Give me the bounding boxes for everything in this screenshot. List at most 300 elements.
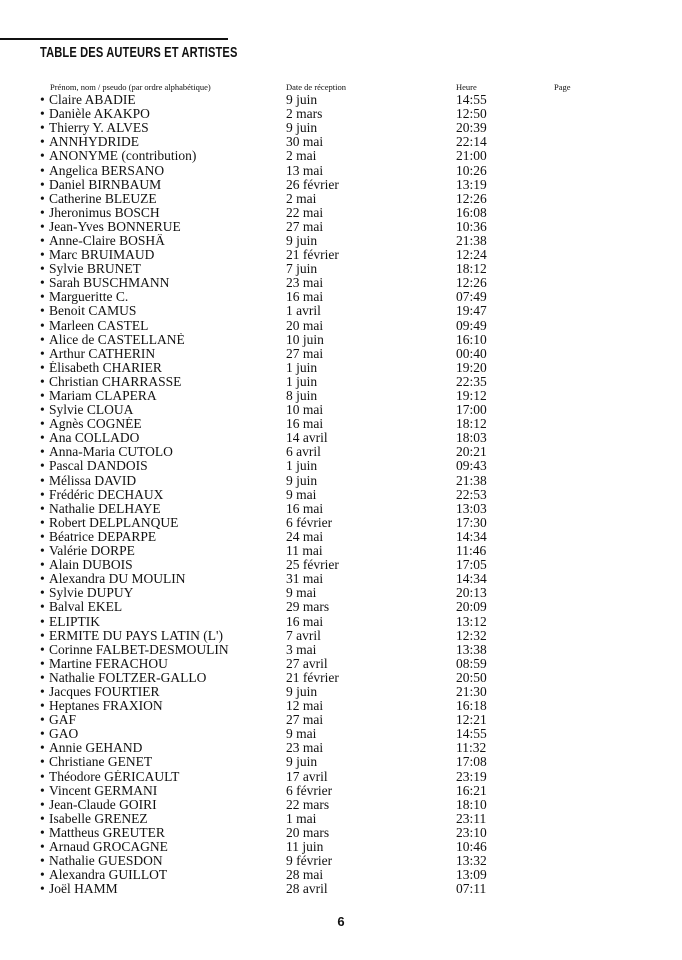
reception-time: 09:49 (456, 318, 487, 333)
bullet-icon: • (40, 163, 45, 178)
header-date: Date de réception (286, 82, 346, 92)
reception-time: 23:10 (456, 825, 487, 840)
bullet-icon: • (40, 459, 45, 474)
reception-time: 22:14 (456, 135, 487, 150)
reception-date: 1 juin (286, 360, 318, 375)
bullet-icon: • (40, 346, 45, 361)
author-name: Frédéric DECHAUX (49, 487, 164, 502)
reception-date: 28 avril (286, 882, 328, 897)
reception-date: 9 mai (286, 586, 317, 601)
bullet-icon: • (40, 121, 45, 136)
header-time: Heure (456, 82, 477, 92)
author-name: Nathalie GUESDON (49, 854, 163, 869)
author-name-cell (36, 206, 286, 220)
table-row (36, 319, 596, 333)
bullet-icon: • (40, 839, 45, 855)
table-row (36, 516, 596, 530)
reception-time: 22:53 (456, 487, 487, 502)
table-row (36, 770, 596, 784)
author-name-cell (36, 614, 286, 628)
table-row (36, 572, 596, 586)
reception-time: 13:12 (456, 614, 487, 629)
author-name-cell (36, 840, 286, 854)
author-name-cell (36, 755, 286, 769)
bullet-icon: • (40, 529, 45, 544)
bullet-icon: • (40, 783, 45, 798)
author-name: Anna-Maria CUTOLO (49, 445, 173, 460)
author-name-cell (36, 741, 286, 755)
table-row (36, 854, 596, 868)
bullet-icon: • (40, 290, 45, 305)
table-row (36, 206, 596, 220)
table-row (36, 304, 596, 318)
reception-time: 12:26 (456, 276, 487, 291)
reception-time: 22:35 (456, 374, 487, 389)
reception-date: 27 mai (286, 346, 324, 361)
reception-date: 14 avril (286, 431, 328, 446)
author-name-cell (36, 220, 286, 234)
bullet-icon: • (40, 614, 45, 629)
reception-date: 6 février (286, 515, 333, 530)
table-row (36, 135, 596, 149)
reception-date: 10 mai (286, 403, 324, 418)
author-name: Balval EKEL (49, 600, 123, 615)
author-name: Marleen CASTEL (49, 318, 149, 333)
reception-time: 16:08 (456, 205, 487, 220)
bullet-icon: • (40, 670, 45, 685)
reception-date: 16 mai (286, 290, 324, 305)
table-row (36, 361, 596, 375)
table-row (36, 276, 596, 290)
reception-date: 12 mai (286, 699, 324, 714)
author-name: Thierry Y. ALVES (49, 121, 149, 136)
reception-date: 9 juin (286, 233, 318, 248)
table-row (36, 417, 596, 431)
reception-time: 23:11 (456, 811, 487, 826)
reception-date: 21 février (286, 248, 339, 263)
reception-time: 18:12 (456, 417, 487, 432)
author-name-cell (36, 586, 286, 600)
author-name-cell (36, 798, 286, 812)
author-name: Béatrice DEPARPE (49, 529, 157, 544)
bullet-icon: • (40, 248, 45, 263)
bullet-icon: • (40, 741, 45, 756)
bullet-icon: • (40, 233, 45, 248)
author-name-cell (36, 248, 286, 262)
author-name: ANNHYDRIDE (49, 135, 139, 150)
reception-time: 13:38 (456, 642, 487, 657)
title-rule (0, 38, 228, 40)
author-name-cell (36, 502, 286, 516)
reception-date: 2 mai (286, 149, 317, 164)
reception-date: 31 mai (286, 572, 324, 587)
reception-time: 21:00 (456, 149, 487, 164)
reception-date: 1 mai (286, 811, 317, 826)
reception-date: 17 avril (286, 769, 328, 784)
reception-time: 08:59 (456, 656, 487, 671)
author-name-cell (36, 107, 286, 121)
reception-time: 00:40 (456, 346, 487, 361)
reception-date: 10 juin (286, 332, 324, 347)
author-name: Sylvie CLOUA (49, 403, 134, 418)
reception-time: 23:19 (456, 769, 487, 784)
author-name: Catherine BLEUZE (49, 191, 157, 206)
table-row (36, 178, 596, 192)
author-name: ERMITE DU PAYS LATIN (L') (49, 628, 223, 643)
reception-time: 18:10 (456, 797, 487, 812)
author-name-cell (36, 868, 286, 882)
author-name: Alexandra GUILLOT (49, 868, 168, 883)
bullet-icon: • (40, 699, 45, 714)
author-name: Jheronimus BOSCH (49, 205, 160, 220)
reception-time: 20:21 (456, 445, 487, 460)
bullet-icon: • (40, 868, 45, 883)
reception-date: 6 février (286, 783, 333, 798)
reception-time: 10:46 (456, 839, 487, 855)
table-row (36, 812, 596, 826)
author-name-cell (36, 403, 286, 417)
reception-date: 8 juin (286, 388, 318, 404)
reception-date: 27 mai (286, 713, 324, 728)
table-row (36, 600, 596, 614)
bullet-icon: • (40, 403, 45, 418)
bullet-icon: • (40, 586, 45, 601)
reception-time: 21:38 (456, 473, 487, 488)
table-row (36, 784, 596, 798)
author-name: Jacques FOURTIER (49, 684, 160, 699)
table-row (36, 431, 596, 445)
table-row (36, 474, 596, 488)
reception-date: 9 juin (286, 93, 318, 108)
bullet-icon: • (40, 501, 45, 516)
author-name-cell (36, 178, 286, 192)
author-name: Arthur CATHERIN (49, 346, 156, 361)
author-name-cell (36, 135, 286, 149)
author-name-cell (36, 643, 286, 657)
table-row (36, 727, 596, 741)
header-page: Page (554, 82, 571, 92)
reception-date: 26 février (286, 177, 339, 192)
bullet-icon: • (40, 515, 45, 530)
author-name-cell (36, 727, 286, 741)
reception-time: 11:46 (456, 544, 487, 559)
reception-time: 16:18 (456, 699, 487, 714)
reception-time: 20:39 (456, 121, 487, 136)
author-name: Claire ABADIE (49, 93, 136, 108)
reception-date: 13 mai (286, 163, 324, 178)
bullet-icon: • (40, 374, 45, 389)
table-row (36, 840, 596, 854)
bullet-icon: • (40, 544, 45, 559)
reception-date: 23 mai (286, 276, 324, 291)
author-name-cell (36, 319, 286, 333)
author-name: Danièle AKAKPO (49, 107, 150, 122)
author-name: Jean-Yves BONNERUE (49, 219, 181, 234)
reception-date: 28 mai (286, 868, 324, 883)
author-name: Corinne FALBET-DESMOULIN (49, 642, 229, 657)
author-name-cell (36, 784, 286, 798)
author-name: Daniel BIRNBAUM (49, 177, 162, 192)
bullet-icon: • (40, 684, 45, 699)
bullet-icon: • (40, 755, 45, 770)
bullet-icon: • (40, 825, 45, 840)
author-name-cell (36, 854, 286, 868)
page-title: TABLE DES AUTEURS ET ARTISTES (40, 44, 238, 61)
table-row (36, 685, 596, 699)
author-name: GAO (49, 727, 79, 742)
author-name-cell (36, 826, 286, 840)
reception-time: 12:32 (456, 628, 487, 643)
author-name-cell (36, 163, 286, 177)
reception-date: 3 mai (286, 642, 317, 657)
table-row (36, 530, 596, 544)
author-name-cell (36, 121, 286, 135)
author-name-cell (36, 488, 286, 502)
bullet-icon: • (40, 600, 45, 615)
reception-date: 7 juin (286, 262, 318, 277)
author-name-cell (36, 671, 286, 685)
reception-date: 7 avril (286, 628, 321, 643)
table-row (36, 375, 596, 389)
author-name-cell (36, 544, 286, 558)
author-name-cell (36, 262, 286, 276)
author-name-cell (36, 685, 286, 699)
author-name-cell (36, 361, 286, 375)
table-row (36, 798, 596, 812)
table-row (36, 558, 596, 572)
bullet-icon: • (40, 205, 45, 220)
author-name: Valérie DORPE (49, 544, 135, 559)
table-row (36, 107, 596, 121)
bullet-icon: • (40, 558, 45, 573)
reception-time: 19:12 (456, 388, 487, 404)
author-name-cell (36, 276, 286, 290)
table-row (36, 657, 596, 671)
author-name: Nathalie DELHAYE (49, 501, 161, 516)
reception-time: 13:32 (456, 854, 487, 869)
author-name-cell (36, 882, 286, 896)
reception-date: 11 mai (286, 544, 323, 559)
reception-time: 12:24 (456, 248, 487, 263)
author-name: ANONYME (contribution) (49, 149, 197, 164)
reception-date: 22 mai (286, 205, 324, 220)
bullet-icon: • (40, 318, 45, 333)
reception-time: 16:21 (456, 783, 487, 798)
reception-time: 17:08 (456, 755, 487, 770)
reception-date: 24 mai (286, 529, 324, 544)
reception-time: 14:55 (456, 727, 487, 742)
bullet-icon: • (40, 769, 45, 784)
table-row (36, 586, 596, 600)
reception-date: 2 mai (286, 191, 317, 206)
author-name-cell (36, 304, 286, 318)
author-name: ELIPTIK (49, 614, 100, 629)
author-name-cell (36, 192, 286, 206)
author-name-cell (36, 629, 286, 643)
author-name-cell (36, 558, 286, 572)
bullet-icon: • (40, 487, 45, 502)
author-name: Nathalie FOLTZER-GALLO (49, 670, 207, 685)
author-name: Alain DUBOIS (49, 558, 133, 573)
bullet-icon: • (40, 642, 45, 657)
reception-time: 16:10 (456, 332, 487, 347)
author-name: Alice de CASTELLANÈ (49, 332, 185, 347)
reception-time: 09:43 (456, 459, 487, 474)
author-name-cell (36, 600, 286, 614)
table-row (36, 192, 596, 206)
reception-date: 9 février (286, 854, 333, 869)
author-name: Pascal DANDOIS (49, 459, 148, 474)
page-ref (36, 82, 682, 96)
reception-time: 07:49 (456, 290, 487, 305)
reception-time: 17:05 (456, 558, 487, 573)
reception-time: 19:20 (456, 360, 487, 375)
author-name-cell (36, 713, 286, 727)
bullet-icon: • (40, 149, 45, 164)
table-row (36, 882, 596, 896)
bullet-icon: • (40, 332, 45, 347)
author-name-cell (36, 657, 286, 671)
bullet-icon: • (40, 431, 45, 446)
reception-time: 10:26 (456, 163, 487, 178)
table-row (36, 403, 596, 417)
author-name: GAF (49, 713, 77, 728)
reception-date: 30 mai (286, 135, 324, 150)
author-name: Heptanes FRAXION (49, 699, 163, 714)
reception-date: 21 février (286, 670, 339, 685)
bullet-icon: • (40, 360, 45, 375)
reception-time: 12:21 (456, 713, 487, 728)
table-row (36, 445, 596, 459)
author-name-cell (36, 770, 286, 784)
author-name: Margueritte C. (49, 290, 129, 305)
reception-time: 13:09 (456, 868, 487, 883)
reception-date: 9 juin (286, 755, 318, 770)
author-name-cell (36, 389, 286, 403)
reception-time: 07:11 (456, 882, 487, 897)
reception-date: 1 juin (286, 459, 318, 474)
reception-date: 16 mai (286, 501, 324, 516)
author-name: Alexandra DU MOULIN (49, 572, 186, 587)
table-row (36, 643, 596, 657)
reception-date: 6 avril (286, 445, 321, 460)
author-name: Sylvie DUPUY (49, 586, 134, 601)
author-name: Ana COLLADO (49, 431, 140, 446)
table-row (36, 333, 596, 347)
bullet-icon: • (40, 473, 45, 488)
reception-date: 27 avril (286, 656, 328, 671)
author-name-cell (36, 347, 286, 361)
author-name-cell (36, 699, 286, 713)
reception-time: 11:32 (456, 741, 487, 756)
reception-time: 20:09 (456, 600, 487, 615)
reception-time: 21:38 (456, 233, 487, 248)
author-name: Vincent GERMANI (49, 783, 158, 798)
reception-date: 25 février (286, 558, 339, 573)
bullet-icon: • (40, 304, 45, 319)
bullet-icon: • (40, 93, 45, 108)
reception-date: 16 mai (286, 614, 324, 629)
author-name: Mattheus GREUTER (49, 825, 165, 840)
bullet-icon: • (40, 445, 45, 460)
reception-time: 10:36 (456, 219, 487, 234)
bullet-icon: • (40, 797, 45, 812)
reception-date: 16 mai (286, 417, 324, 432)
author-name-cell (36, 333, 286, 347)
author-name: Martine FERACHOU (49, 656, 168, 671)
table-row (36, 234, 596, 248)
table-row (36, 149, 596, 163)
author-name-cell (36, 812, 286, 826)
reception-date: 1 avril (286, 304, 321, 319)
bullet-icon: • (40, 276, 45, 291)
author-name-cell (36, 572, 286, 586)
author-name-cell (36, 234, 286, 248)
author-name: Christiane GENET (49, 755, 153, 770)
author-name: Arnaud GROCAGNE (49, 839, 168, 855)
author-name: Annie GEHAND (49, 741, 143, 756)
author-name: Isabelle GRENEZ (49, 811, 148, 826)
reception-date: 1 juin (286, 374, 318, 389)
table-row (36, 713, 596, 727)
reception-date: 22 mars (286, 797, 330, 812)
author-name: Mélissa DAVID (49, 473, 137, 488)
reception-date: 11 juin (286, 839, 324, 855)
author-name: Benoit CAMUS (49, 304, 137, 319)
bullet-icon: • (40, 713, 45, 728)
reception-time: 14:55 (456, 93, 487, 108)
reception-time: 18:03 (456, 431, 487, 446)
reception-time: 12:26 (456, 191, 487, 206)
author-name: Théodore GÉRICAULT (49, 769, 180, 784)
reception-date: 9 mai (286, 487, 317, 502)
author-name: Élisabeth CHARIER (49, 360, 162, 375)
reception-time: 20:13 (456, 586, 487, 601)
bullet-icon: • (40, 177, 45, 192)
reception-time: 12:50 (456, 107, 487, 122)
reception-date: 20 mars (286, 825, 330, 840)
reception-date: 9 juin (286, 121, 318, 136)
reception-time: 17:00 (456, 403, 487, 418)
bullet-icon: • (40, 191, 45, 206)
reception-time: 14:34 (456, 572, 487, 587)
reception-date: 9 mai (286, 727, 317, 742)
author-name: Agnès COGNÉE (49, 417, 142, 432)
author-name: Sarah BUSCHMANN (49, 276, 170, 291)
bullet-icon: • (40, 628, 45, 643)
reception-date: 23 mai (286, 741, 324, 756)
table-row (36, 741, 596, 755)
bullet-icon: • (40, 572, 45, 587)
reception-date: 9 juin (286, 473, 318, 488)
reception-date: 20 mai (286, 318, 324, 333)
author-name-cell (36, 474, 286, 488)
table-row (36, 459, 596, 473)
author-name-cell (36, 417, 286, 431)
author-name: Sylvie BRUNET (49, 262, 141, 277)
bullet-icon: • (40, 107, 45, 122)
table-row (36, 389, 596, 403)
author-name: Marc BRUIMAUD (49, 248, 155, 263)
author-name: Angelica BERSANO (49, 163, 165, 178)
bullet-icon: • (40, 388, 45, 404)
authors-table (36, 82, 596, 896)
bullet-icon: • (40, 882, 45, 897)
reception-time: 21:30 (456, 684, 487, 699)
table-body (36, 93, 596, 896)
table-row (36, 262, 596, 276)
table-row (36, 163, 596, 177)
